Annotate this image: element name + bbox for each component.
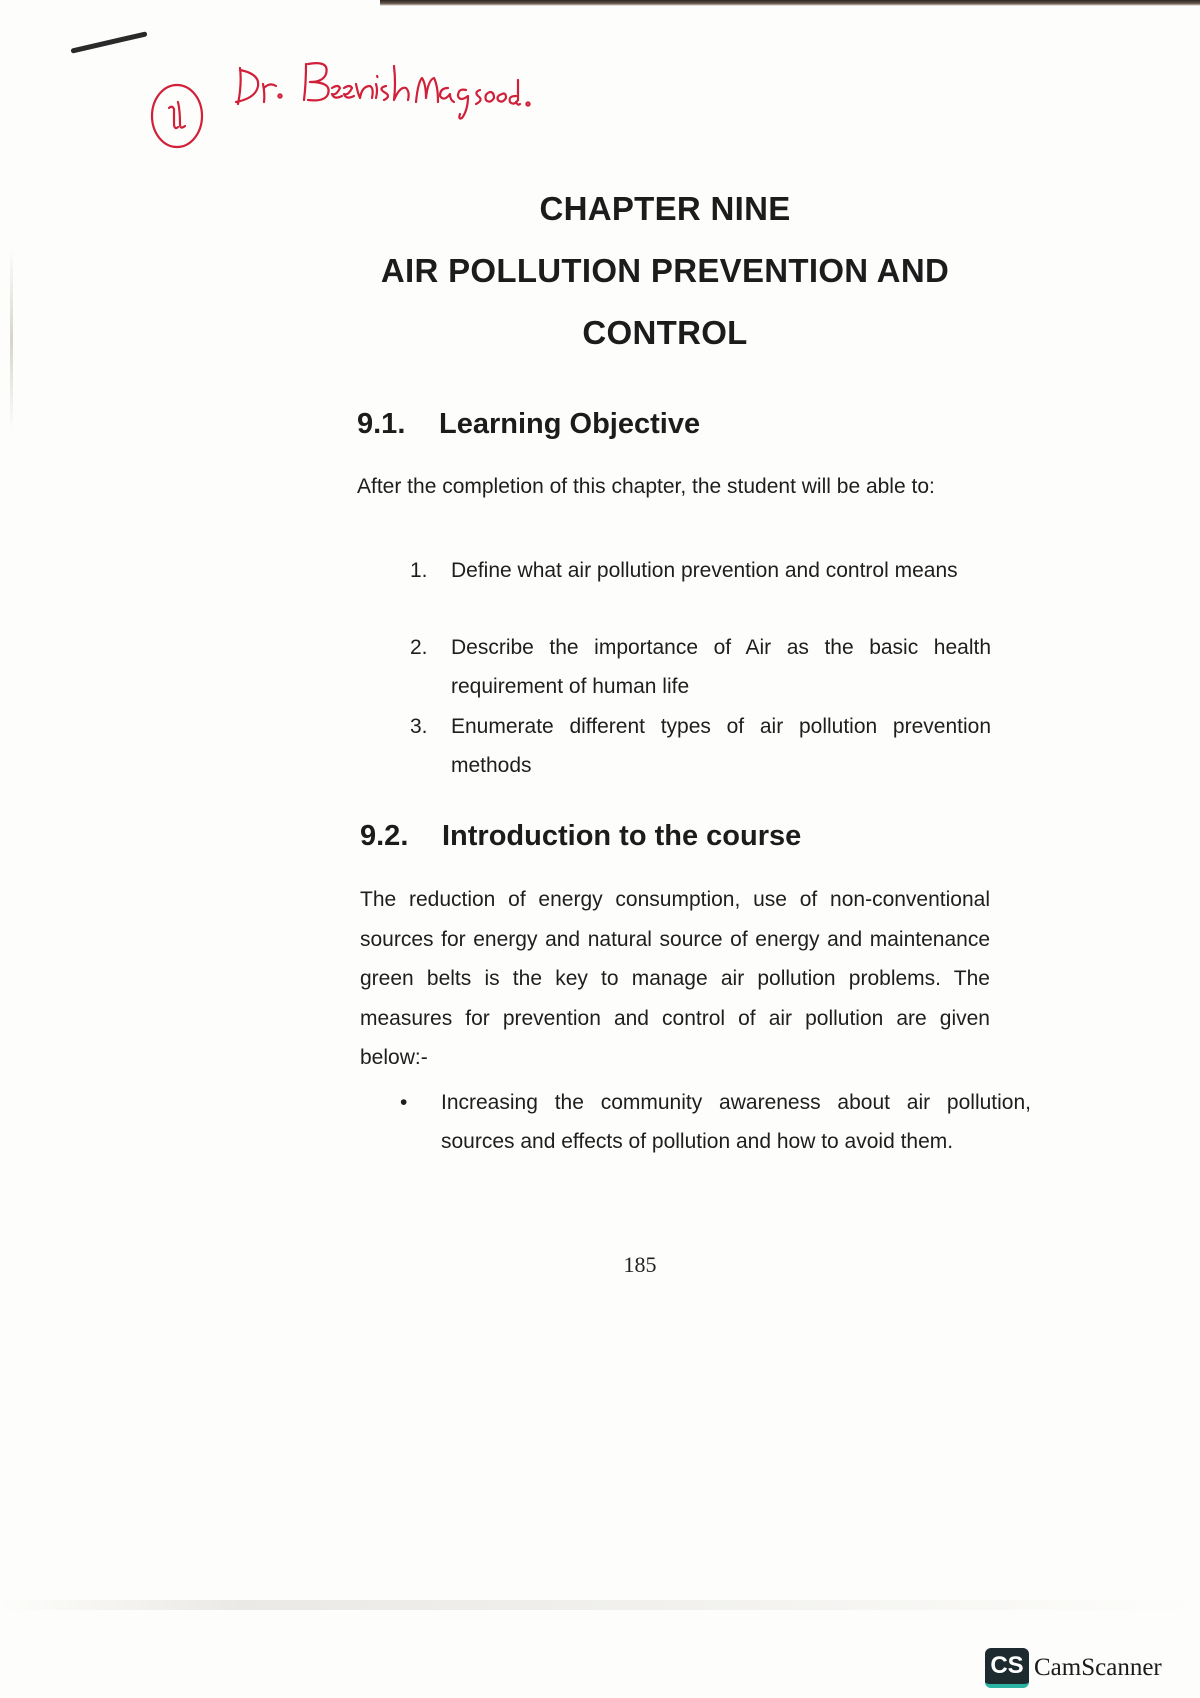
objective-text: Describe the importance of Air as the basic health requirement of human life (451, 636, 991, 698)
scan-bottom-smudge (0, 1600, 1200, 1610)
section-title: Introduction to the course (442, 820, 802, 852)
handwritten-signature (148, 44, 768, 164)
pen-mark (70, 31, 147, 53)
list-marker: 1. (410, 559, 428, 582)
list-marker: 3. (410, 715, 428, 738)
bullet-marker: • (400, 1091, 408, 1114)
objective-text: Define what air pollution prevention and control means (451, 559, 958, 582)
page-number: 185 (623, 1252, 657, 1277)
circled-number-icon (152, 85, 202, 147)
section-title: Learning Objective (439, 408, 701, 440)
scan-left-shadow (10, 250, 13, 430)
section-heading-introduction (360, 820, 801, 853)
list-marker: 2. (410, 636, 428, 659)
learning-objective-intro: After the completion of this chapter, the student will be able to: (357, 475, 935, 498)
introduction-paragraph: The reduction of energy consumption, use of non-conventional sources for energy and natural source of energy and maintenance green belts is the key to manage air pollution problems. The measures for prevention and control of air pollution are given below:- (360, 888, 990, 1069)
objective-text: Enumerate different types of air pollution prevention methods (451, 715, 991, 777)
chapter-title-line-1: AIR POLLUTION PREVENTION AND (380, 252, 950, 289)
section-number: 9.2. (360, 820, 409, 852)
section-number: 9.1. (357, 408, 406, 440)
chapter-label: CHAPTER NINE (539, 190, 791, 227)
section-heading-learning-objective (357, 408, 700, 441)
camscanner-brand-text: CamScanner (1034, 1654, 1162, 1681)
scan-top-edge (380, 0, 1200, 6)
measure-text: Increasing the community awareness about air pollution, sources and effects of pollution and how to avoid them. (441, 1091, 1031, 1153)
camscanner-logo-icon: CS (985, 1648, 1029, 1688)
chapter-title-line-2: CONTROL (582, 314, 748, 351)
